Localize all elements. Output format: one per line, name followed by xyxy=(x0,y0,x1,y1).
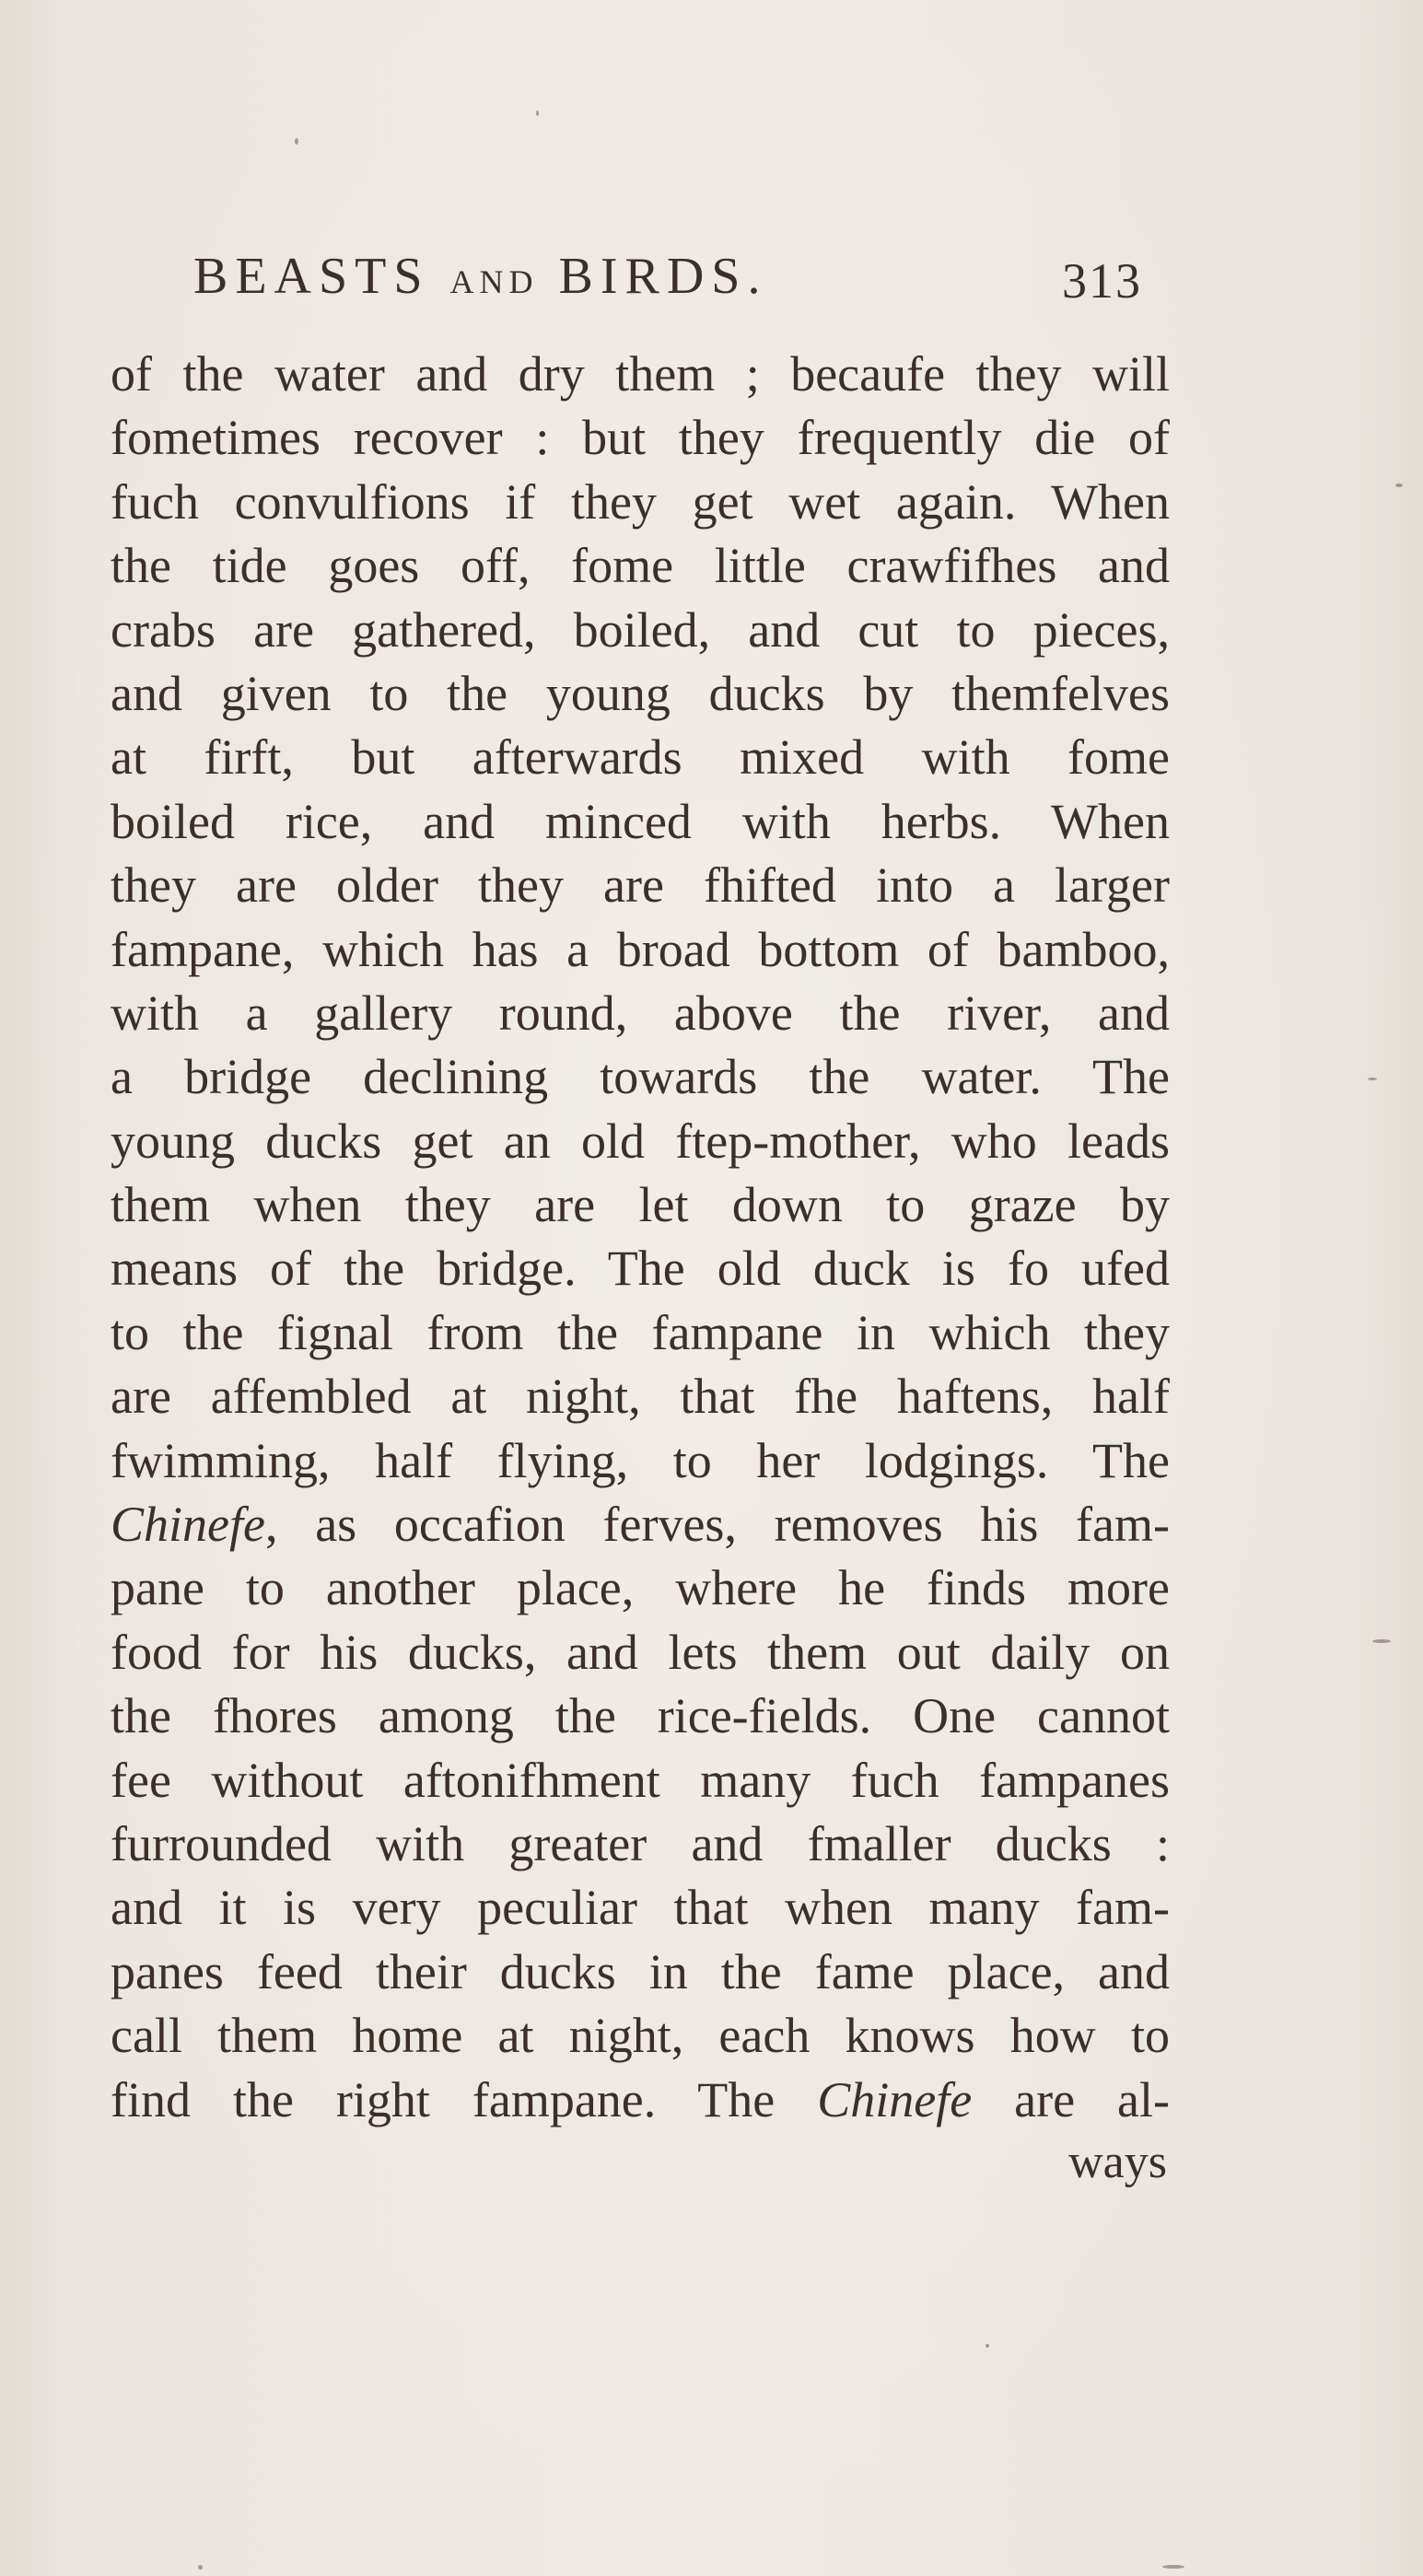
catchword: ways xyxy=(1068,2136,1167,2188)
body-text xyxy=(111,343,1170,2132)
text-line: fometimes recover : but they frequently die of xyxy=(111,410,1170,466)
running-title-part1: BEASTS xyxy=(193,248,450,305)
italic-word: Chinefe xyxy=(111,1497,265,1553)
text-line: crabs are gathered, boiled, and cut to pieces, xyxy=(111,601,1170,658)
paper-speck xyxy=(1372,1639,1391,1643)
paper-speck xyxy=(536,111,539,116)
paper-speck xyxy=(295,138,298,145)
paper-speck xyxy=(1162,2565,1184,2569)
running-title-part2: BIRDS. xyxy=(538,248,768,305)
text-line: fampane, which has a broad bottom of bamboo, xyxy=(111,921,1170,977)
text-line: panes feed their ducks in the fame place, and xyxy=(111,1943,1170,1999)
paper-speck xyxy=(1368,1078,1377,1080)
text-line: to the fignal from the fampane in which they xyxy=(111,1304,1170,1360)
text-segment: find the right fampane. The xyxy=(111,2071,818,2127)
paper-speck xyxy=(1395,484,1403,487)
text-line: fwimming, half flying, to her lodgings. The xyxy=(111,1432,1170,1488)
page-header xyxy=(193,247,1142,321)
text-line: fee without aftonifhment many fuch fampanes xyxy=(111,1752,1170,1808)
text-line: a bridge declining towards the water. The xyxy=(111,1049,1170,1105)
running-title xyxy=(193,247,767,306)
text-line xyxy=(111,2069,1170,2132)
text-line: with a gallery round, above the river, and xyxy=(111,985,1170,1041)
italic-word: Chinefe xyxy=(817,2071,973,2127)
text-line: furrounded with greater and fmaller ducks : xyxy=(111,1815,1170,1871)
page-number: 313 xyxy=(1062,253,1142,309)
text-segment: , as occafion ferves, removes his fam- xyxy=(264,1497,1170,1553)
text-line: are affembled at night, that fhe haftens, half xyxy=(111,1369,1170,1425)
text-line: young ducks get an old ftep-mother, who leads xyxy=(111,1113,1170,1169)
text-line: the fhores among the rice-fields. One cannot xyxy=(111,1688,1170,1744)
text-line: them when they are let down to graze by xyxy=(111,1177,1170,1233)
running-title-and: AND xyxy=(449,263,539,300)
text-line: at firft, but afterwards mixed with fome xyxy=(111,729,1170,786)
text-line: pane to another place, where he finds more xyxy=(111,1560,1170,1616)
text-line: call them home at night, each knows how to xyxy=(111,2008,1170,2064)
text-line: fuch convulfions if they get wet again. When xyxy=(111,473,1170,530)
paper-speck xyxy=(198,2565,203,2570)
text-line: and given to the young ducks by themfelves xyxy=(111,665,1170,721)
text-line: food for his ducks, and lets them out daily on xyxy=(111,1624,1170,1680)
text-line: means of the bridge. The old duck is fo ufed xyxy=(111,1241,1170,1297)
text-line: of the water and dry them ; becaufe they will xyxy=(111,346,1170,402)
text-line xyxy=(111,1493,1170,1556)
paper-speck xyxy=(986,2344,989,2348)
text-segment: are al- xyxy=(972,2071,1170,2127)
text-line: boiled rice, and minced with herbs. When xyxy=(111,793,1170,849)
text-line: and it is very peculiar that when many fam- xyxy=(111,1880,1170,1936)
text-line: they are older they are fhifted into a larger xyxy=(111,857,1170,914)
text-line: the tide goes off, fome little crawfifhes and xyxy=(111,538,1170,594)
